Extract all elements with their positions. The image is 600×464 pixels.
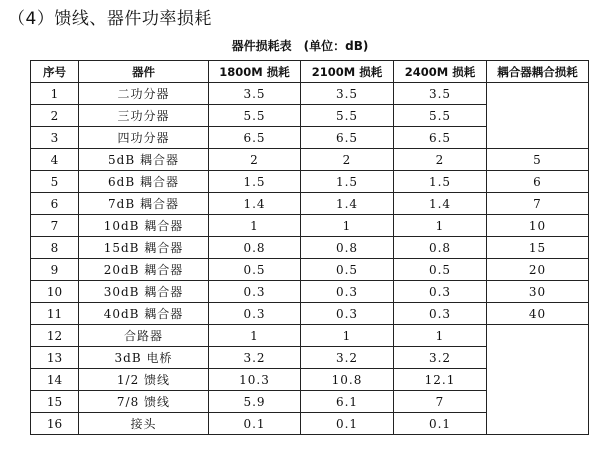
table-row (31, 325, 589, 347)
table-caption: 器件损耗表 (单位：dB) (231, 39, 369, 53)
row-2400m-loss-cell: 12.1 (394, 369, 487, 391)
row-1800m-loss-cell: 6.5 (209, 127, 301, 149)
row-device-cell: 三功分器 (79, 105, 209, 127)
row-no-cell: 13 (31, 347, 79, 369)
row-device-cell: 6dB 耦合器 (79, 171, 209, 193)
row-1800m-loss-cell: 5.5 (209, 105, 301, 127)
section-heading: （4）馈线、器件功率损耗 (8, 9, 212, 29)
header-2400m-loss: 2400M 损耗 (394, 61, 487, 83)
header-coupling-loss: 耦合器耦合损耗 (487, 61, 589, 83)
row-1800m-loss-cell: 0.3 (209, 281, 301, 303)
row-no-cell: 4 (31, 149, 79, 171)
row-1800m-loss-cell: 2 (209, 149, 301, 171)
row-device-cell: 四功分器 (79, 127, 209, 149)
row-device-cell: 15dB 耦合器 (79, 237, 209, 259)
table-row (31, 259, 589, 281)
row-device-cell: 7dB 耦合器 (79, 193, 209, 215)
row-coupling-loss-cell: 30 (487, 281, 589, 303)
table-row (31, 171, 589, 193)
row-device-cell: 合路器 (79, 325, 209, 347)
row-2100m-loss-cell: 6.1 (301, 391, 394, 413)
header-device: 器件 (79, 61, 209, 83)
row-1800m-loss-cell: 0.5 (209, 259, 301, 281)
row-2100m-loss-cell: 0.3 (301, 281, 394, 303)
row-1800m-loss-cell: 1.4 (209, 193, 301, 215)
row-coupling-loss-cell: 6 (487, 171, 589, 193)
row-device-cell: 10dB 耦合器 (79, 215, 209, 237)
row-coupling-loss-cell: 5 (487, 149, 589, 171)
row-2100m-loss-cell: 1.4 (301, 193, 394, 215)
row-no-cell: 16 (31, 413, 79, 435)
row-device-cell: 3dB 电桥 (79, 347, 209, 369)
row-no-cell: 9 (31, 259, 79, 281)
row-no-cell: 14 (31, 369, 79, 391)
table-row (31, 83, 589, 105)
row-2400m-loss-cell: 3.5 (394, 83, 487, 105)
row-device-cell: 1/2 馈线 (79, 369, 209, 391)
row-2100m-loss-cell: 1.5 (301, 171, 394, 193)
device-loss-table (30, 60, 589, 435)
row-1800m-loss-cell: 3.5 (209, 83, 301, 105)
row-2400m-loss-cell: 1.4 (394, 193, 487, 215)
row-no-cell: 8 (31, 237, 79, 259)
row-no-cell: 15 (31, 391, 79, 413)
row-no-cell: 3 (31, 127, 79, 149)
row-2100m-loss-cell: 3.2 (301, 347, 394, 369)
row-no-cell: 7 (31, 215, 79, 237)
row-coupling-loss-cell: 20 (487, 259, 589, 281)
row-1800m-loss-cell: 0.3 (209, 303, 301, 325)
row-2100m-loss-cell: 0.1 (301, 413, 394, 435)
row-coupling-loss-cell: 7 (487, 193, 589, 215)
row-2100m-loss-cell: 10.8 (301, 369, 394, 391)
row-1800m-loss-cell: 10.3 (209, 369, 301, 391)
row-2100m-loss-cell: 0.3 (301, 303, 394, 325)
row-1800m-loss-cell: 5.9 (209, 391, 301, 413)
row-2100m-loss-cell: 0.8 (301, 237, 394, 259)
table-row (31, 281, 589, 303)
row-no-cell: 1 (31, 83, 79, 105)
row-2400m-loss-cell: 1 (394, 325, 487, 347)
row-2100m-loss-cell: 0.5 (301, 259, 394, 281)
table-row (31, 149, 589, 171)
row-device-cell: 30dB 耦合器 (79, 281, 209, 303)
row-2100m-loss-cell: 6.5 (301, 127, 394, 149)
header-no: 序号 (31, 61, 79, 83)
row-2100m-loss-cell: 5.5 (301, 105, 394, 127)
row-2400m-loss-cell: 7 (394, 391, 487, 413)
row-no-cell: 5 (31, 171, 79, 193)
row-2100m-loss-cell: 3.5 (301, 83, 394, 105)
row-2400m-loss-cell: 6.5 (394, 127, 487, 149)
row-coupling-loss-cell: 15 (487, 237, 589, 259)
header-2100m-loss: 2100M 损耗 (301, 61, 394, 83)
row-no-cell: 11 (31, 303, 79, 325)
table-row (31, 193, 589, 215)
row-coupling-loss-cell: 40 (487, 303, 589, 325)
row-2100m-loss-cell: 2 (301, 149, 394, 171)
row-2400m-loss-cell: 0.1 (394, 413, 487, 435)
coupling-loss-empty-cell (487, 325, 589, 435)
header-1800m-loss: 1800M 损耗 (209, 61, 301, 83)
row-no-cell: 12 (31, 325, 79, 347)
row-device-cell: 40dB 耦合器 (79, 303, 209, 325)
row-2400m-loss-cell: 3.2 (394, 347, 487, 369)
table-row (31, 215, 589, 237)
row-no-cell: 6 (31, 193, 79, 215)
row-2400m-loss-cell: 1 (394, 215, 487, 237)
row-device-cell: 7/8 馈线 (79, 391, 209, 413)
row-1800m-loss-cell: 1.5 (209, 171, 301, 193)
row-no-cell: 10 (31, 281, 79, 303)
table-body (31, 83, 589, 435)
table-header-row (31, 61, 589, 83)
table-row (31, 303, 589, 325)
table-row (31, 237, 589, 259)
row-2100m-loss-cell: 1 (301, 325, 394, 347)
row-2400m-loss-cell: 0.5 (394, 259, 487, 281)
row-2400m-loss-cell: 0.8 (394, 237, 487, 259)
row-2400m-loss-cell: 2 (394, 149, 487, 171)
row-device-cell: 二功分器 (79, 83, 209, 105)
coupling-loss-empty-cell (487, 83, 589, 149)
row-1800m-loss-cell: 1 (209, 325, 301, 347)
row-no-cell: 2 (31, 105, 79, 127)
row-1800m-loss-cell: 3.2 (209, 347, 301, 369)
row-2400m-loss-cell: 0.3 (394, 303, 487, 325)
row-1800m-loss-cell: 0.1 (209, 413, 301, 435)
row-coupling-loss-cell: 10 (487, 215, 589, 237)
row-2400m-loss-cell: 5.5 (394, 105, 487, 127)
row-1800m-loss-cell: 0.8 (209, 237, 301, 259)
row-2400m-loss-cell: 0.3 (394, 281, 487, 303)
row-device-cell: 5dB 耦合器 (79, 149, 209, 171)
row-2100m-loss-cell: 1 (301, 215, 394, 237)
row-2400m-loss-cell: 1.5 (394, 171, 487, 193)
row-device-cell: 接头 (79, 413, 209, 435)
row-1800m-loss-cell: 1 (209, 215, 301, 237)
row-device-cell: 20dB 耦合器 (79, 259, 209, 281)
